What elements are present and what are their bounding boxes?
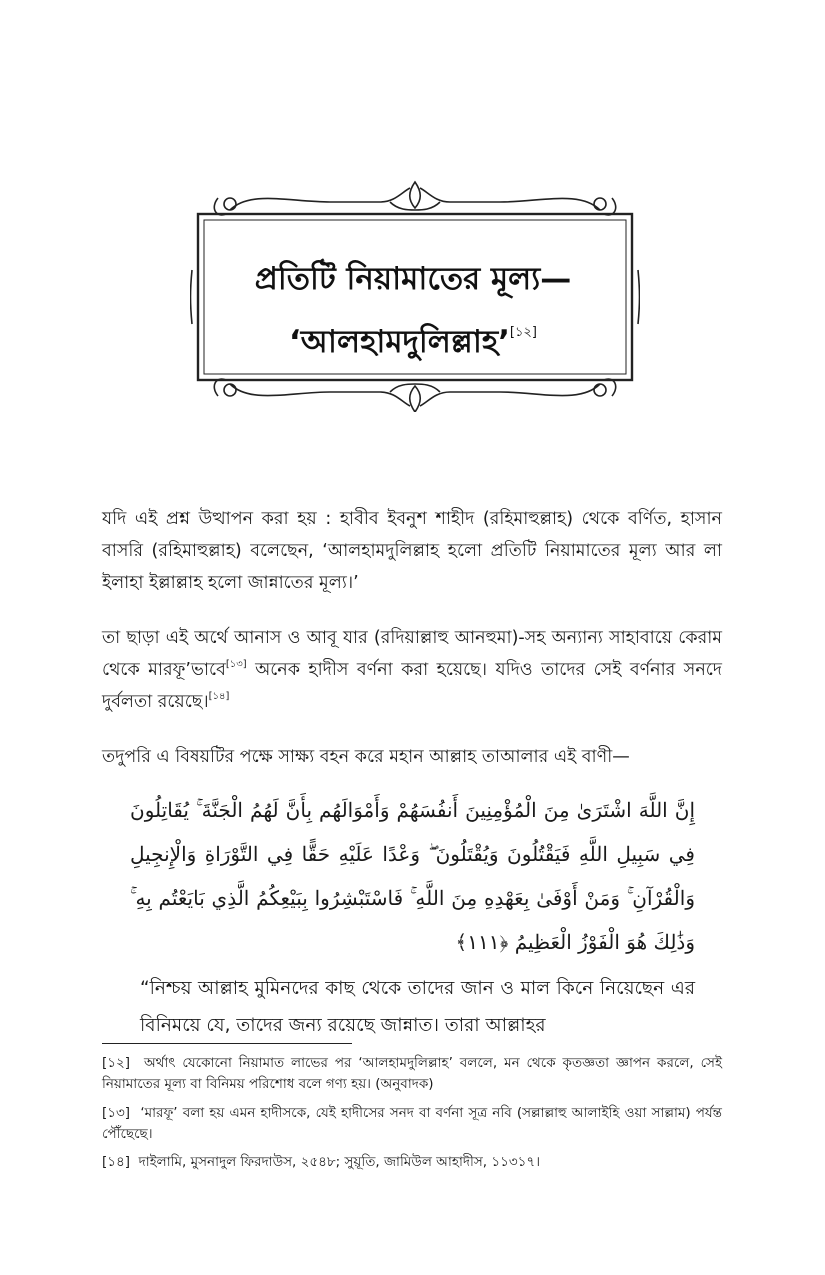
chapter-title-line2 <box>205 306 621 369</box>
footnote-12-text: অর্থাৎ যেকোনো নিয়ামাত লাভের পর ‘আলহামদুলিল্লাহ’ বললে, মন থেকে কৃতজ্ঞতা জ্ঞাপন করলে, সেই নিয়ামাতের মূল্য বা বিনিময় পরিশোধ বলে গণ্য হয়। (অনুবাদক) <box>102 1055 722 1092</box>
footnote-12-ref: [১২] <box>102 1055 131 1071</box>
footnote-13 <box>102 1103 722 1145</box>
footnote-14-text: দাইলামি, মুসনাদুল ফিরদাউস, ২৫৪৮; সুয়ূতি, জামিউল আহাদীস, ১১৩১৭। <box>138 1154 541 1170</box>
footnote-ref-14: [১৪] <box>208 691 230 702</box>
paragraph-3: তদুপরি এ বিষয়টির পক্ষে সাক্ষ্য বহন করে মহান আল্লাহ তাআলার এই বাণী— <box>102 747 630 767</box>
paragraph-2 <box>102 622 722 718</box>
verse-translation: “নিশ্চয় আল্লাহ মুমিনদের কাছ থেকে তাদের জান ও মাল কিনে নিয়েছেন এর বিনিময়ে যে, তাদের জন্য রয়েছে জান্নাত। তারা আল্লাহর <box>140 978 695 1036</box>
chapter-title-line1: প্রতিটি নিয়ামাতের মূল্য— <box>254 261 572 297</box>
footnote-14 <box>102 1152 722 1173</box>
footnote-14-ref: [১৪] <box>102 1154 131 1170</box>
paragraph-2-part-b: অনেক হাদীস বর্ণনা করা হয়েছে। যদিও তাদের সেই বর্ণনার সনদে দুর্বলতা রয়েছে। <box>102 660 722 712</box>
paragraph-1: যদি এই প্রশ্ন উত্থাপন করা হয় : হাবীব ইবনুশ শাহীদ (রহিমাহুল্লাহ) থেকে বর্ণিত, হাসান বাসরি (রহিমাহুল্লাহ) বলেছেন, ‘আলহামদুলিল্লাহ হলো প্রতিটি নিয়ামাতের মূল্য আর লা ইলাহা ইল্লাল্লাহ হলো জান্নাতের মূল্য।’ <box>102 509 722 593</box>
footnote-ref-13: [১৩] <box>225 659 247 670</box>
footnote-ref-12: [১২] <box>509 325 537 340</box>
footnote-13-text: ‘মারফূ’ বলা হয় এমন হাদীসকে, যেই হাদীসের সনদ বা বর্ণনা সূত্র নবি (সল্লাল্লাহু আলাইহি ওয়া সাল্লাম) পর্যন্ত পৌঁছেছে। <box>102 1105 722 1142</box>
chapter-title <box>205 252 621 369</box>
arabic-verse: إِنَّ اللَّهَ اشْتَرَىٰ مِنَ الْمُؤْمِنِينَ أَنفُسَهُمْ وَأَمْوَالَهُم بِأَنَّ لَهُمُ الْجَنَّةَ ۚ يُقَاتِلُونَ فِي سَبِيلِ اللَّهِ فَيَقْتُلُونَ وَيُقْتَلُونَ ۖ وَعْدًا عَلَيْهِ حَقًّا فِي التَّوْرَاةِ وَالْإِنجِيلِ وَالْقُرْآنِ ۚ وَمَنْ أَوْفَىٰ بِعَهْدِهِ مِنَ اللَّهِ ۚ فَاسْتَبْشِرُوا بِبَيْعِكُمُ الَّذِي بَايَعْتُم بِهِ ۚ وَذَٰلِكَ هُوَ الْفَوْزُ الْعَظِيمُ ﴿١١١﴾ <box>130 798 695 954</box>
chapter-title-line2-text: ‘আলহামদুলিল্লাহ’ <box>289 324 510 360</box>
footnote-divider <box>102 1043 352 1044</box>
footnote-12 <box>102 1053 722 1095</box>
footnote-13-ref: [১৩] <box>102 1105 131 1121</box>
paragraph-2-part-a: তা ছাড়া এই অর্থে আনাস ও আবূ যার (রদিয়াল্লাহু আনহুমা)-সহ অন্যান্য সাহাবায়ে কেরাম থেকে মারফূ’ভাবে <box>102 628 722 680</box>
